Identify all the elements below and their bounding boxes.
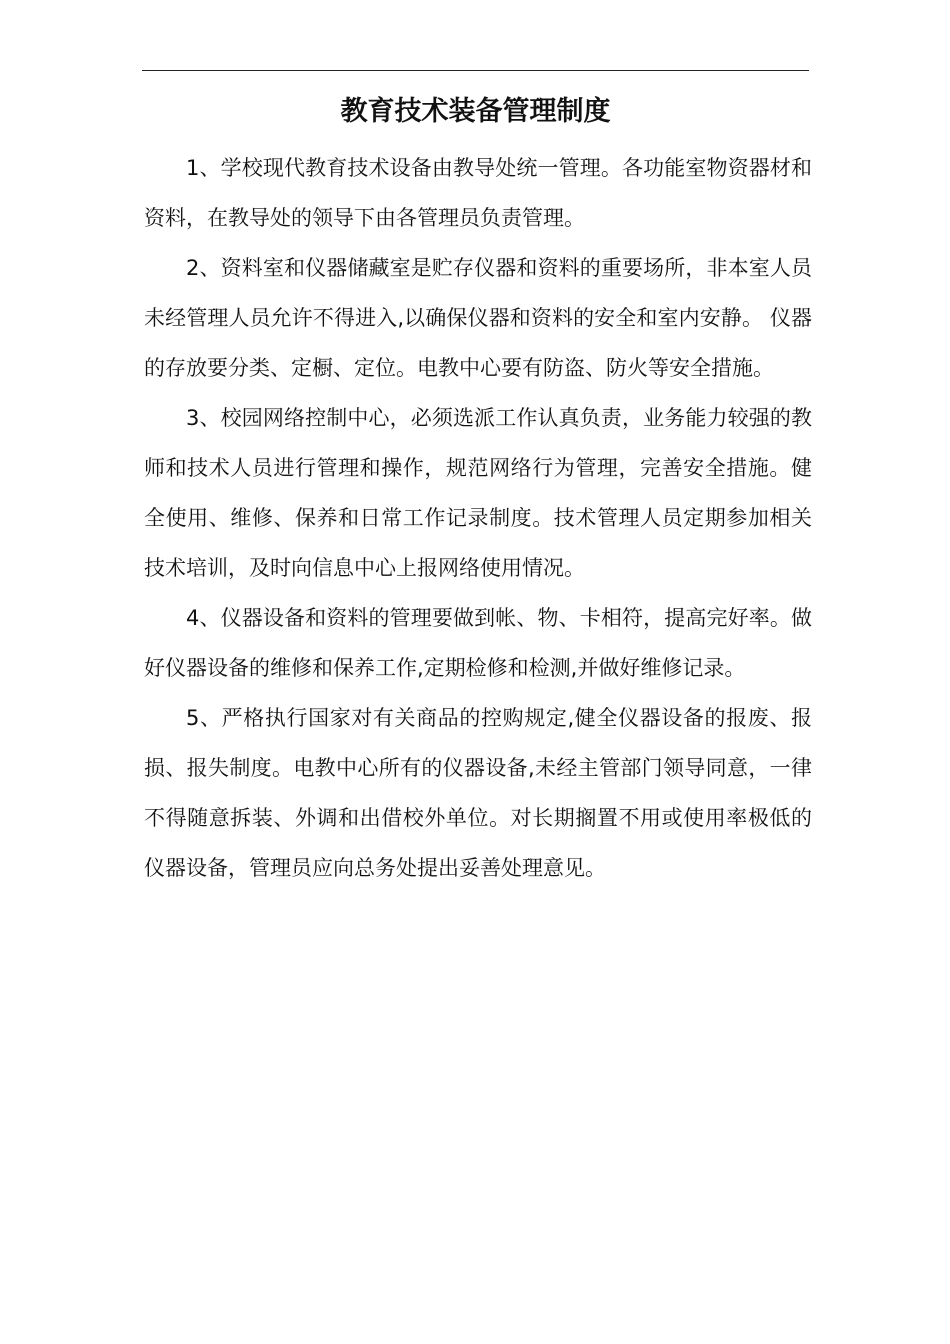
document-body [144, 143, 812, 893]
paragraph-2: 2、资料室和仪器储藏室是贮存仪器和资料的重要场所，非本室人员未经管理人员允许不得进入,以确保仪器和资料的安全和室内安静。 仪器的存放要分类、定橱、定位。电教中心要有防盗、防火等安全措施。 [144, 256, 812, 380]
paragraph-5: 5、严格执行国家对有关商品的控购规定,健全仪器设备的报废、报损、报失制度。电教中心所有的仪器设备,未经主管部门领导同意，一律不得随意拆装、外调和出借校外单位。对长期搁置不用或使用率极低的仪器设备，管理员应向总务处提出妥善处理意见。 [144, 706, 812, 880]
paragraph-3: 3、校园网络控制中心，必须选派工作认真负责，业务能力较强的教师和技术人员进行管理和操作，规范网络行为管理，完善安全措施。健全使用、维修、保养和日常工作记录制度。技术管理人员定期参加相关技术培训，及时向信息中心上报网络使用情况。 [144, 406, 812, 580]
paragraph-1: 1、学校现代教育技术设备由教导处统一管理。各功能室物资器材和资料，在教导处的领导下由各管理员负责管理。 [144, 156, 812, 230]
document-title: 教育技术装备管理制度 [340, 96, 611, 127]
paragraph-4: 4、仪器设备和资料的管理要做到帐、物、卡相符，提高完好率。做好仪器设备的维修和保养工作,定期检修和检测,并做好维修记录。 [144, 606, 812, 680]
header-rule [142, 70, 809, 71]
